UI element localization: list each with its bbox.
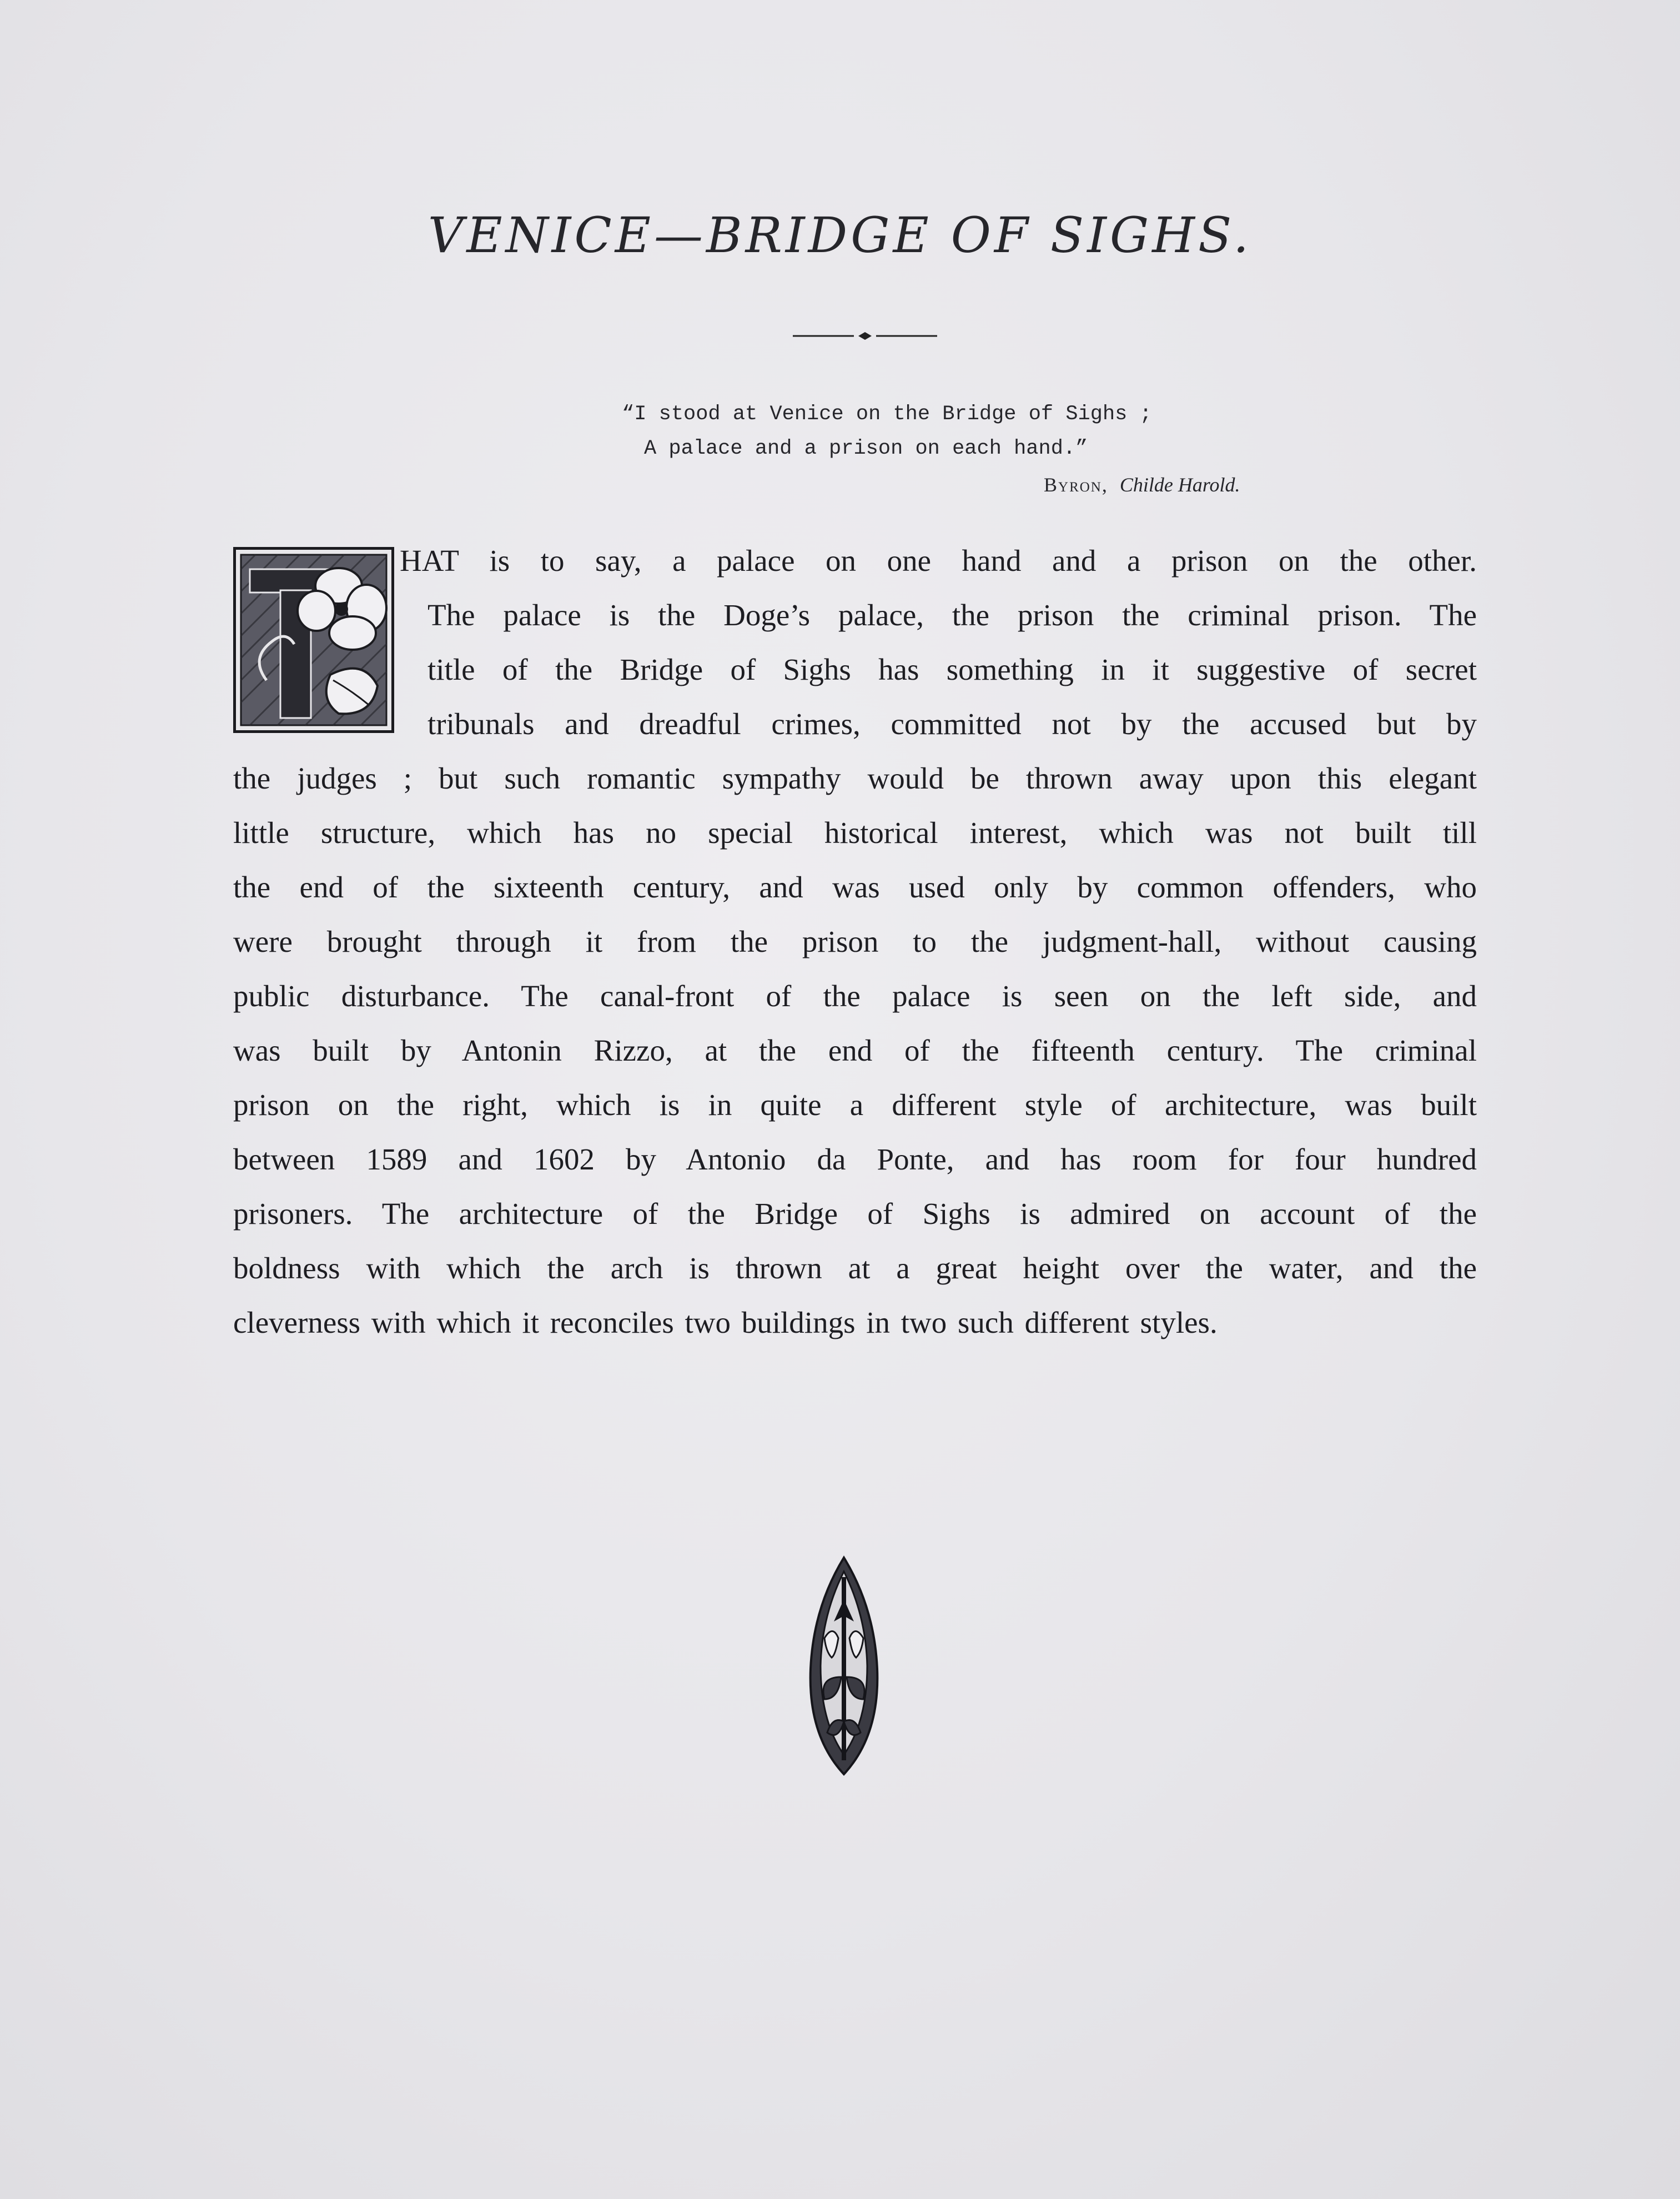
- epigraph-attribution: [1044, 473, 1240, 496]
- body-line: prisoners. The architecture of the Bridge of Sighs is admired on account of the: [233, 1197, 1477, 1231]
- body-line: boldness with which the arch is thrown at a great height over the water, and the: [233, 1251, 1477, 1285]
- body-line: the judges ; but such romantic sympathy would be thrown away upon this elegant: [233, 761, 1477, 795]
- body-line: were brought through it from the prison to the judgment-hall, without causing: [233, 925, 1477, 958]
- epigraph-line-2: A palace and a prison on each hand.”: [644, 437, 1088, 460]
- floral-tailpiece-icon: [808, 1555, 880, 1777]
- body-line: tribunals and dreadful crimes, committed not by the accused but by: [427, 707, 1477, 741]
- body-line: was built by Antonin Rizzo, at the end of the fifteenth century. The criminal: [233, 1033, 1477, 1067]
- body-line: The palace is the Doge’s palace, the prison the criminal prison. The: [427, 598, 1477, 632]
- epigraph-line-1: “I stood at Venice on the Bridge of Sighs ;: [622, 403, 1152, 426]
- body-line: prison on the right, which is in quite a different style of architecture, was built: [233, 1088, 1477, 1122]
- attribution-work: Childe Harold.: [1119, 474, 1240, 496]
- epigraph: [616, 397, 1282, 466]
- body-line: public disturbance. The canal-front of the palace is seen on the left side, and: [233, 979, 1477, 1013]
- attribution-author: Byron,: [1044, 474, 1108, 496]
- diamond-rule-icon: [793, 328, 937, 344]
- body-line: the end of the sixteenth century, and was used only by common offenders, who: [233, 870, 1477, 904]
- page-title: VENICE—BRIDGE OF SIGHS.: [427, 207, 1253, 264]
- body-line: title of the Bridge of Sighs has something in it suggestive of secret: [427, 652, 1477, 686]
- ornamental-initial-t-with-flowers-icon: [233, 547, 394, 733]
- body-line: HAT is to say, a palace on one hand and a prison on the other.: [400, 544, 1477, 578]
- body-line: little structure, which has no special historical interest, which was not built till: [233, 816, 1477, 850]
- body-line: between 1589 and 1602 by Antonio da Ponte, and has room for four hundred: [233, 1142, 1477, 1176]
- body-line: cleverness with which it reconciles two buildings in two such different styles.: [233, 1306, 1218, 1339]
